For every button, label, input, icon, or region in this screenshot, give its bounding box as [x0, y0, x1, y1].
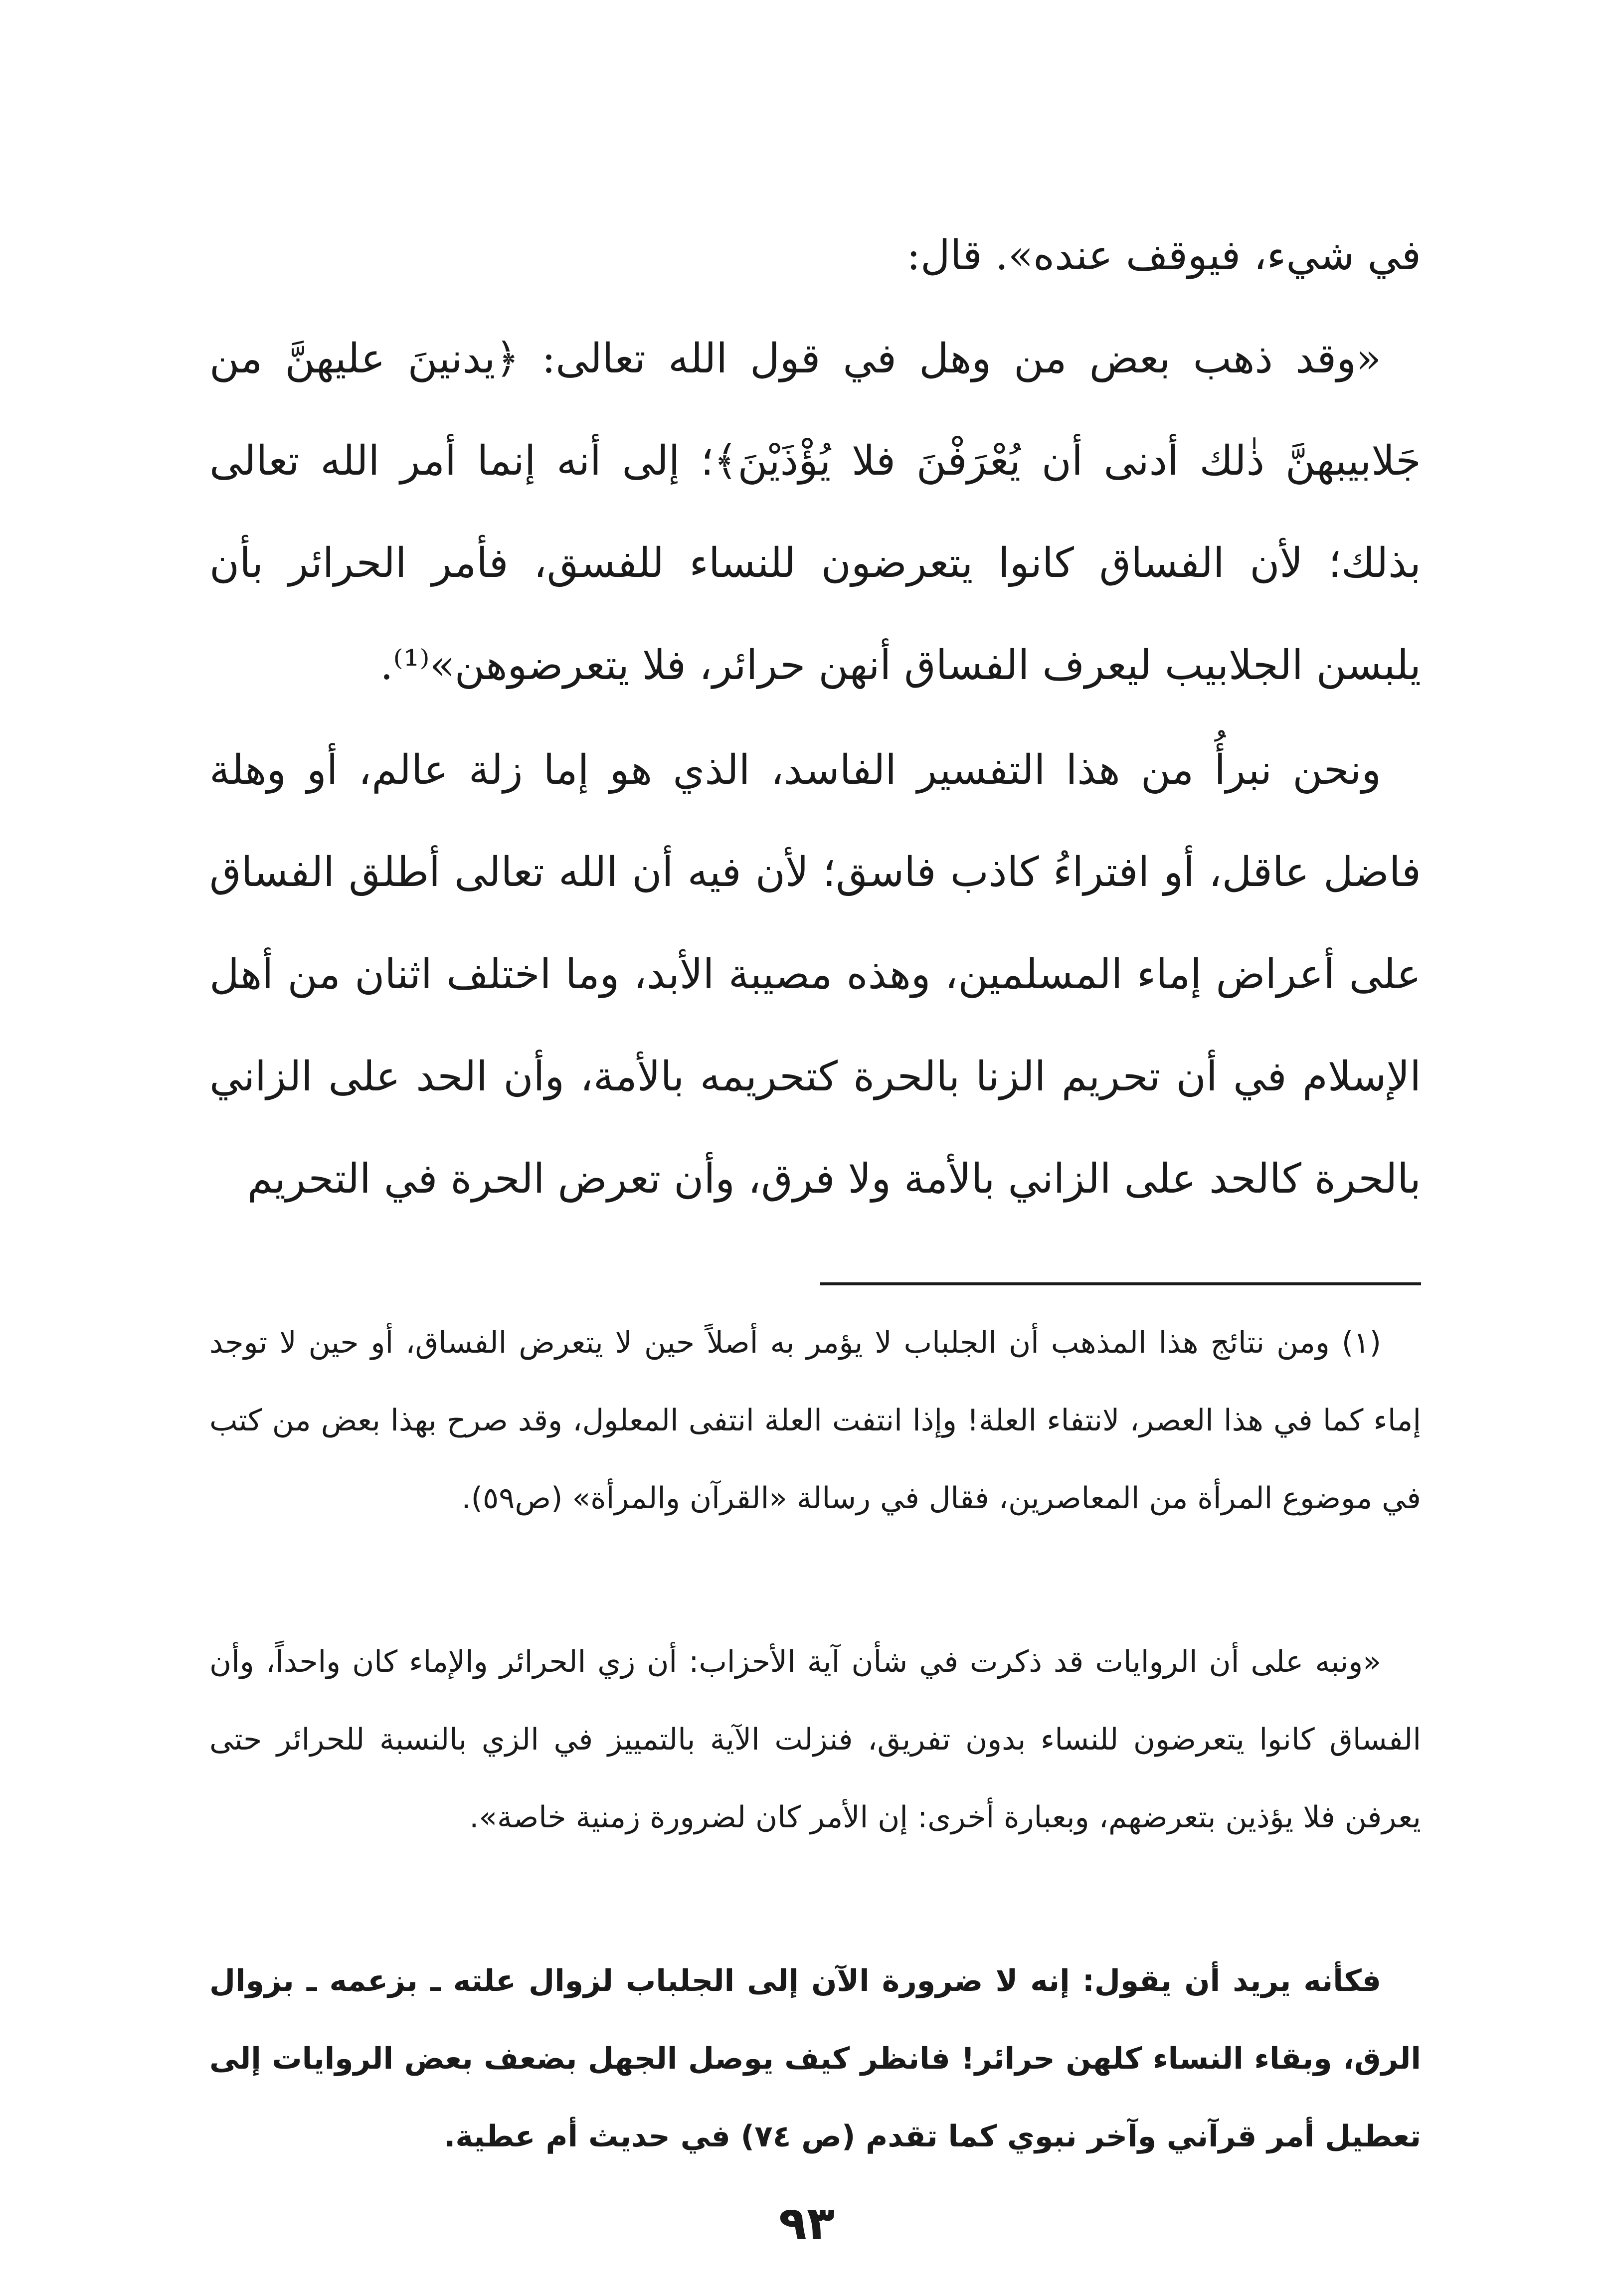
footnote-separator — [820, 1282, 1421, 1285]
footnote-quote: «ونبه على أن الروايات قد ذكرت في شأن آية الأحزاب: أن زي الحرائر والإماء كان واحداً، وأن الفساق كانوا يتعرضون للنساء بدون تفريق، فنزلت الآية بالتمييز في الزي بالنسبة للحرائر حتى يعرفن فلا يؤذين بتعرضهم، وبعبارة أخرى: إن الأمر كان لضرورة زمنية خاصة». — [209, 1644, 1421, 1835]
body-paragraph-continuation: في شيء، فيوقف عنده». قال: — [906, 232, 1421, 279]
page-number: ٩٣ — [778, 2197, 835, 2250]
footnote-1: (١) ومن نتائج هذا المذهب أن الجلباب لا يؤمر به أصلاً حين لا يتعرض الفساق، أو حين لا توجد إماء كما في هذا العصر، لانتفاء العلة! وإذا انتفت العلة انتفى المعلول، وقد صرح بهذا بعض من كتب في موضوع المرأة من المعاصرين، فقال في رسالة «القرآن والمرأة» (ص٥٩). — [209, 1325, 1421, 1516]
footnote-commentary: فكأنه يريد أن يقول: إنه لا ضرورة الآن إلى الجلباب لزوال علته ـ بزعمه ـ بزوال الرق، وبقاء النساء كلهن حرائر! فانظر كيف يوصل الجهل بضعف بعض الروايات إلى تعطيل أمر قرآني وآخر نبوي كما تقدم (ص ٧٤) في حديث أم عطية. — [209, 1963, 1421, 2154]
body-paragraph-main: ونحن نبرأُ من هذا التفسير الفاسد، الذي هو إما زلة عالم، أو وهلة فاضل عاقل، أو افتراءُ كاذب فاسق؛ لأن فيه أن الله تعالى أطلق الفساق على أعراض إماء المسلمين، وهذه مصيبة الأبد، وما اختلف اثنان من أهل الإسلام في أن تحريم الزنا بالحرة كتحريمه بالأمة، وأن الحد على الزاني بالحرة كالحد على الزاني بالأمة ولا فرق، وأن تعرض الحرة في التحريم — [209, 746, 1421, 1203]
body-paragraph-quote: «وقد ذهب بعض من وهل في قول الله تعالى: ﴿يدنينَ عليهنَّ من جَلابيبهنَّ ذٰلك أدنى أن يُعْرَفْنَ فلا يُؤْذَيْنَ﴾؛ إلى أنه إنما أمر الله تعالى بذلك؛ لأن الفساق كانوا يتعرضون للنساء للفسق، فأمر الحرائر بأن يلبسن الجلابيب ليعرف الفساق أنهن حرائر، فلا يتعرضوهن»⁽¹⁾. — [209, 335, 1421, 689]
